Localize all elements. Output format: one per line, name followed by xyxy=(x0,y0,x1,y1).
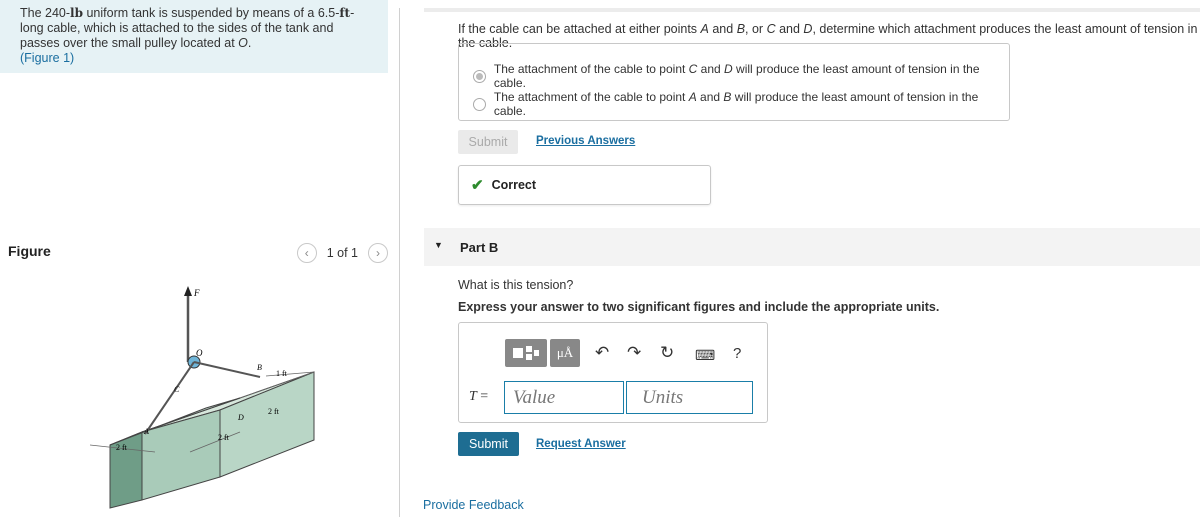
option-cd[interactable] xyxy=(473,62,1009,90)
question-text: and xyxy=(775,22,804,36)
radio-unselected[interactable] xyxy=(473,98,486,111)
problem-statement xyxy=(0,0,388,73)
label-1ft: 1 ft xyxy=(276,369,287,378)
column-divider xyxy=(399,8,400,517)
next-figure-button[interactable] xyxy=(368,243,388,263)
pager-text: 1 of 1 xyxy=(326,246,358,260)
figure-link[interactable]: (Figure 1) xyxy=(20,51,75,65)
unit-lb: lb xyxy=(70,6,83,20)
chevron-right-icon: › xyxy=(376,246,380,260)
units-button[interactable]: μÅ xyxy=(550,339,580,367)
problem-text: The 240- xyxy=(20,6,71,20)
label-o: O xyxy=(196,348,203,358)
point-d: D xyxy=(803,22,813,36)
correct-text: Correct xyxy=(491,178,537,192)
label-2ft-mid: 2 ft xyxy=(218,433,229,442)
top-rule xyxy=(424,8,1200,12)
part-b-title[interactable]: Part B xyxy=(460,240,499,255)
templates-button[interactable] xyxy=(505,339,547,367)
help-button[interactable]: ? xyxy=(733,345,742,362)
problem-text: uniform tank is suspended by means of a 6.5- xyxy=(82,6,340,20)
keyboard-icon[interactable]: ⌨ xyxy=(695,347,716,363)
redo-icon[interactable]: ↷ xyxy=(627,343,642,362)
problem-text: . xyxy=(247,36,252,50)
chevron-left-icon: ‹ xyxy=(304,246,309,260)
label-2ft-left: 2 ft xyxy=(116,443,127,452)
previous-answers-link[interactable]: Previous Answers xyxy=(536,135,636,147)
check-icon: ✔ xyxy=(471,177,484,194)
label-2ft-right: 2 ft xyxy=(268,407,279,416)
question-text: If the cable can be attached at either points xyxy=(458,22,701,36)
question-text: , determine which attachment produces the least amount of tension in the cable. xyxy=(458,22,1198,50)
unit-ft: ft xyxy=(339,6,351,20)
option-ab[interactable] xyxy=(473,90,1009,118)
collapse-triangle-icon[interactable]: ▼ xyxy=(434,240,443,250)
reset-icon[interactable]: ↻ xyxy=(660,343,675,362)
label-b: B xyxy=(257,363,262,372)
answer-options xyxy=(458,43,1010,121)
point-a: A xyxy=(700,22,709,36)
label-f: F xyxy=(194,288,200,298)
radio-selected[interactable] xyxy=(473,70,486,83)
label-a: A xyxy=(144,427,149,436)
value-input[interactable]: Value xyxy=(504,381,624,414)
figure-header xyxy=(0,238,388,266)
cable-right xyxy=(194,362,260,377)
figure-title: Figure xyxy=(8,243,51,259)
submit-button-disabled: Submit xyxy=(458,130,518,154)
undo-icon[interactable]: ↶ xyxy=(595,343,610,362)
answer-box xyxy=(458,322,768,423)
units-input[interactable]: Units xyxy=(626,381,753,414)
point-c: C xyxy=(766,22,776,36)
variable-label: T = xyxy=(469,389,489,404)
figure-pager xyxy=(297,243,388,263)
question-text: and xyxy=(708,22,737,36)
point-b: B xyxy=(736,22,746,36)
submit-button[interactable]: Submit xyxy=(458,432,519,456)
tank-figure xyxy=(90,282,340,512)
force-arrow xyxy=(184,286,192,296)
option-label: The attachment of the cable to point A and B will produce the least amount of tension in the cable. xyxy=(493,90,979,118)
part-b-header[interactable] xyxy=(424,228,1200,266)
option-label: The attachment of the cable to point C and D will produce the least amount of tension in the cable. xyxy=(493,62,980,90)
tank-right-face xyxy=(220,372,314,477)
part-b-instruction: Express your answer to two significant figures and include the appropriate units. xyxy=(458,300,940,314)
tank-front-face xyxy=(142,410,220,500)
feedback-correct xyxy=(458,165,711,205)
point-o: O xyxy=(238,36,248,50)
request-answer-link[interactable]: Request Answer xyxy=(536,438,626,450)
provide-feedback-link[interactable]: Provide Feedback xyxy=(423,498,524,512)
problem-text: -long cable, which is attached to the sides of the tank and passes over the small pulley located at xyxy=(20,6,355,50)
prev-figure-button[interactable] xyxy=(297,243,317,263)
template-icon xyxy=(511,344,541,362)
question-text: , or xyxy=(745,22,767,36)
part-b-question: What is this tension? xyxy=(458,278,574,292)
label-c: C xyxy=(174,385,180,394)
label-d: D xyxy=(238,413,244,422)
